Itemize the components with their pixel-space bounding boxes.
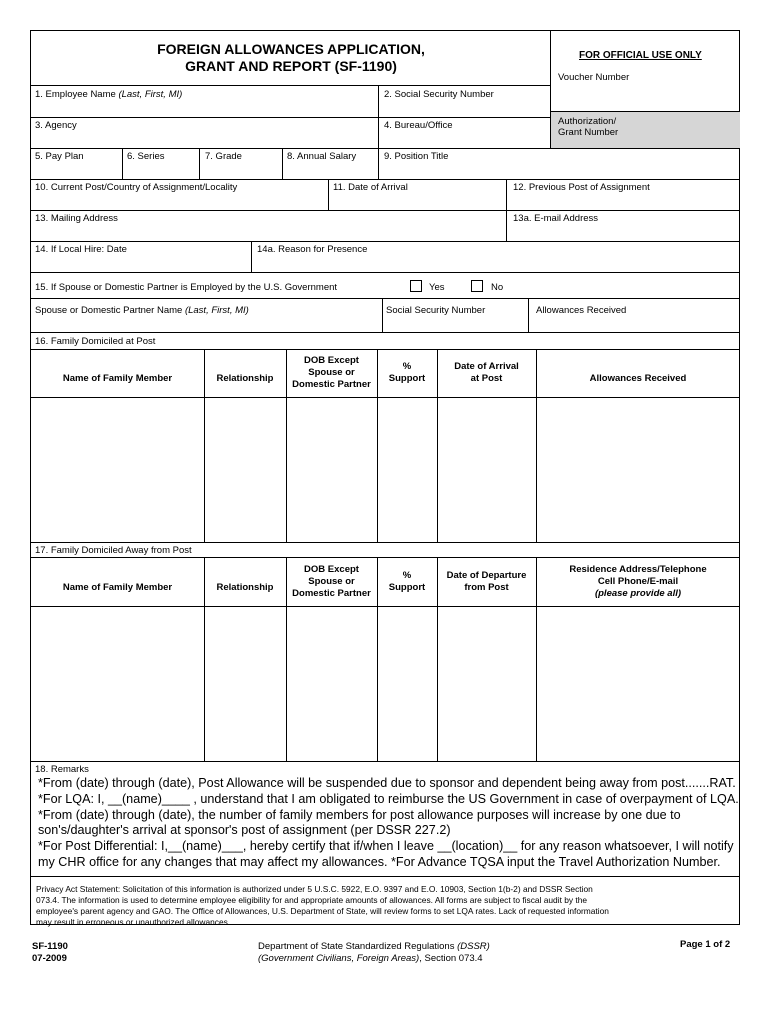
yes-label: Yes bbox=[429, 282, 445, 293]
form-number: SF-1190 bbox=[32, 941, 68, 952]
reason-presence-label: 14a. Reason for Presence bbox=[257, 244, 368, 255]
section17-col5-header-line1: Date of Departure bbox=[446, 569, 527, 581]
series-label: 6. Series bbox=[127, 151, 165, 162]
mailing-address-label: 13. Mailing Address bbox=[35, 213, 118, 224]
section17-col6-header-line1: Residence Address/Telephone bbox=[569, 563, 707, 575]
form-date: 07-2009 bbox=[32, 953, 67, 964]
section17-col5-header-line2: from Post bbox=[464, 581, 509, 593]
voucher-number-label: Voucher Number bbox=[558, 72, 630, 83]
section17-col2-header-line1: Relationship bbox=[216, 581, 274, 593]
dept-line-1: Department of State Standardized Regulations (DSSR) bbox=[258, 941, 490, 952]
section17-col3-header-line3: Domestic Partner bbox=[292, 587, 371, 599]
section16-col5-header-line2: at Post bbox=[470, 373, 503, 384]
remarks-line: *For LQA: I, __(name)____ , understand that I am obligated to reimburse the US Government in case of overpayment of LQA. bbox=[38, 791, 739, 806]
page-number: Page 1 of 2 bbox=[680, 939, 731, 950]
employee-name-label: 1. Employee Name (Last, First, MI) bbox=[35, 89, 183, 100]
grade-label: 7. Grade bbox=[205, 151, 242, 162]
section17-col6-header-line3: (please provide all) bbox=[594, 587, 682, 599]
privacy-line: Privacy Act Statement: Solicitation of this information is authorized under 5 U.S.C. 5922, E.O. 9397 and E.O. 10903, Section 1(b-2) and DSSR Section bbox=[36, 884, 593, 894]
local-hire-label: 14. If Local Hire: Date bbox=[35, 244, 127, 255]
previous-post-label: 12. Previous Post of Assignment bbox=[513, 182, 650, 193]
sf-1190-form bbox=[30, 30, 740, 925]
spouse-employed-label: 15. If Spouse or Domestic Partner is Employed by the U.S. Government bbox=[35, 282, 338, 293]
authorization-label-2: Grant Number bbox=[558, 127, 619, 138]
spouse-ssn-label: Social Security Number bbox=[386, 305, 486, 316]
remarks-line: son's/daughter's arrival at sponsor's post of assignment (per DSSR 227.2) bbox=[38, 823, 451, 838]
section16-col4-header-line1: % bbox=[402, 361, 412, 372]
section16-col3-header-line1: DOB Except bbox=[304, 355, 359, 366]
form-title-line1: FOREIGN ALLOWANCES APPLICATION, bbox=[157, 41, 425, 57]
remarks-label: 18. Remarks bbox=[35, 764, 89, 775]
spouse-allowances-label: Allowances Received bbox=[536, 305, 627, 316]
section17-label: 17. Family Domiciled Away from Post bbox=[35, 545, 192, 556]
section16-label: 16. Family Domiciled at Post bbox=[35, 336, 156, 347]
annual-salary-label: 8. Annual Salary bbox=[287, 151, 357, 162]
no-checkbox[interactable] bbox=[471, 280, 483, 292]
privacy-act-statement bbox=[36, 884, 736, 928]
privacy-line: 073.4. The information is used to determine employee eligibility for and appropriate amounts of allowances. All forms are subject to fiscal audit by the bbox=[36, 895, 588, 905]
spouse-name-label: Spouse or Domestic Partner Name (Last, First, MI) bbox=[35, 305, 249, 316]
section16-col6-header-line1: Allowances Received bbox=[589, 373, 687, 384]
remarks-text bbox=[38, 776, 738, 871]
section16-col3-header-line3: Domestic Partner bbox=[292, 379, 371, 390]
section16-col4-header-line2: Support bbox=[388, 373, 426, 384]
remarks-line: *From (date) through (date), Post Allowance will be suspended due to sponsor and dependent being away from post.......RAT. bbox=[38, 776, 736, 790]
section17-col3-header-line1: DOB Except bbox=[304, 563, 359, 575]
yes-checkbox[interactable] bbox=[410, 280, 422, 292]
section16-col1-header-line1: Name of Family Member bbox=[62, 373, 173, 384]
privacy-line: employee's parent agency and GAO. The Office of Allowances, U.S. Department of State, will review forms to set LQA rates. Lack of requested information bbox=[36, 906, 609, 916]
current-post-label: 10. Current Post/Country of Assignment/Locality bbox=[35, 182, 238, 193]
section16-col2-header-line1: Relationship bbox=[216, 373, 274, 384]
dept-line-2: (Government Civilians, Foreign Areas), Section 073.4 bbox=[258, 953, 483, 964]
authorization-label-1: Authorization/ bbox=[558, 116, 617, 127]
no-label: No bbox=[491, 282, 504, 293]
privacy-line: may result in erroneous or unauthorized allowances. bbox=[36, 917, 231, 927]
position-title-label: 9. Position Title bbox=[384, 151, 449, 162]
ssn-label: 2. Social Security Number bbox=[384, 89, 494, 100]
remarks-line: *From (date) through (date), the number of family members for post allowance purposes will increase by one due to bbox=[38, 807, 681, 822]
section17-col6-header-line2: Cell Phone/E-mail bbox=[597, 575, 679, 587]
email-label: 13a. E-mail Address bbox=[513, 213, 599, 224]
bureau-label: 4. Bureau/Office bbox=[384, 120, 453, 131]
remarks-line: my CHR office for any changes that may affect my allowances. *For Advance TQSA input the Travel Authorization Number. bbox=[38, 854, 721, 869]
section16-col5-header-line1: Date of Arrival bbox=[454, 361, 519, 372]
section17-col1-header-line1: Name of Family Member bbox=[62, 581, 173, 593]
remarks-line: *For Post Differential: I,__(name)___, hereby certify that if/when I leave __(location)__ for any reason whatsoever, I will notify bbox=[38, 839, 734, 854]
pay-plan-label: 5. Pay Plan bbox=[35, 151, 84, 162]
section17-col3-header-line2: Spouse or bbox=[308, 575, 355, 587]
section17-col4-header-line1: % bbox=[402, 569, 412, 581]
agency-label: 3. Agency bbox=[35, 120, 77, 131]
section17-col4-header-line2: Support bbox=[388, 581, 426, 593]
section16-col3-header-line2: Spouse or bbox=[308, 367, 355, 378]
form-title-line2: GRANT AND REPORT (SF-1190) bbox=[185, 58, 397, 74]
date-of-arrival-label: 11. Date of Arrival bbox=[333, 182, 408, 193]
official-use-heading: FOR OFFICIAL USE ONLY bbox=[579, 50, 702, 61]
